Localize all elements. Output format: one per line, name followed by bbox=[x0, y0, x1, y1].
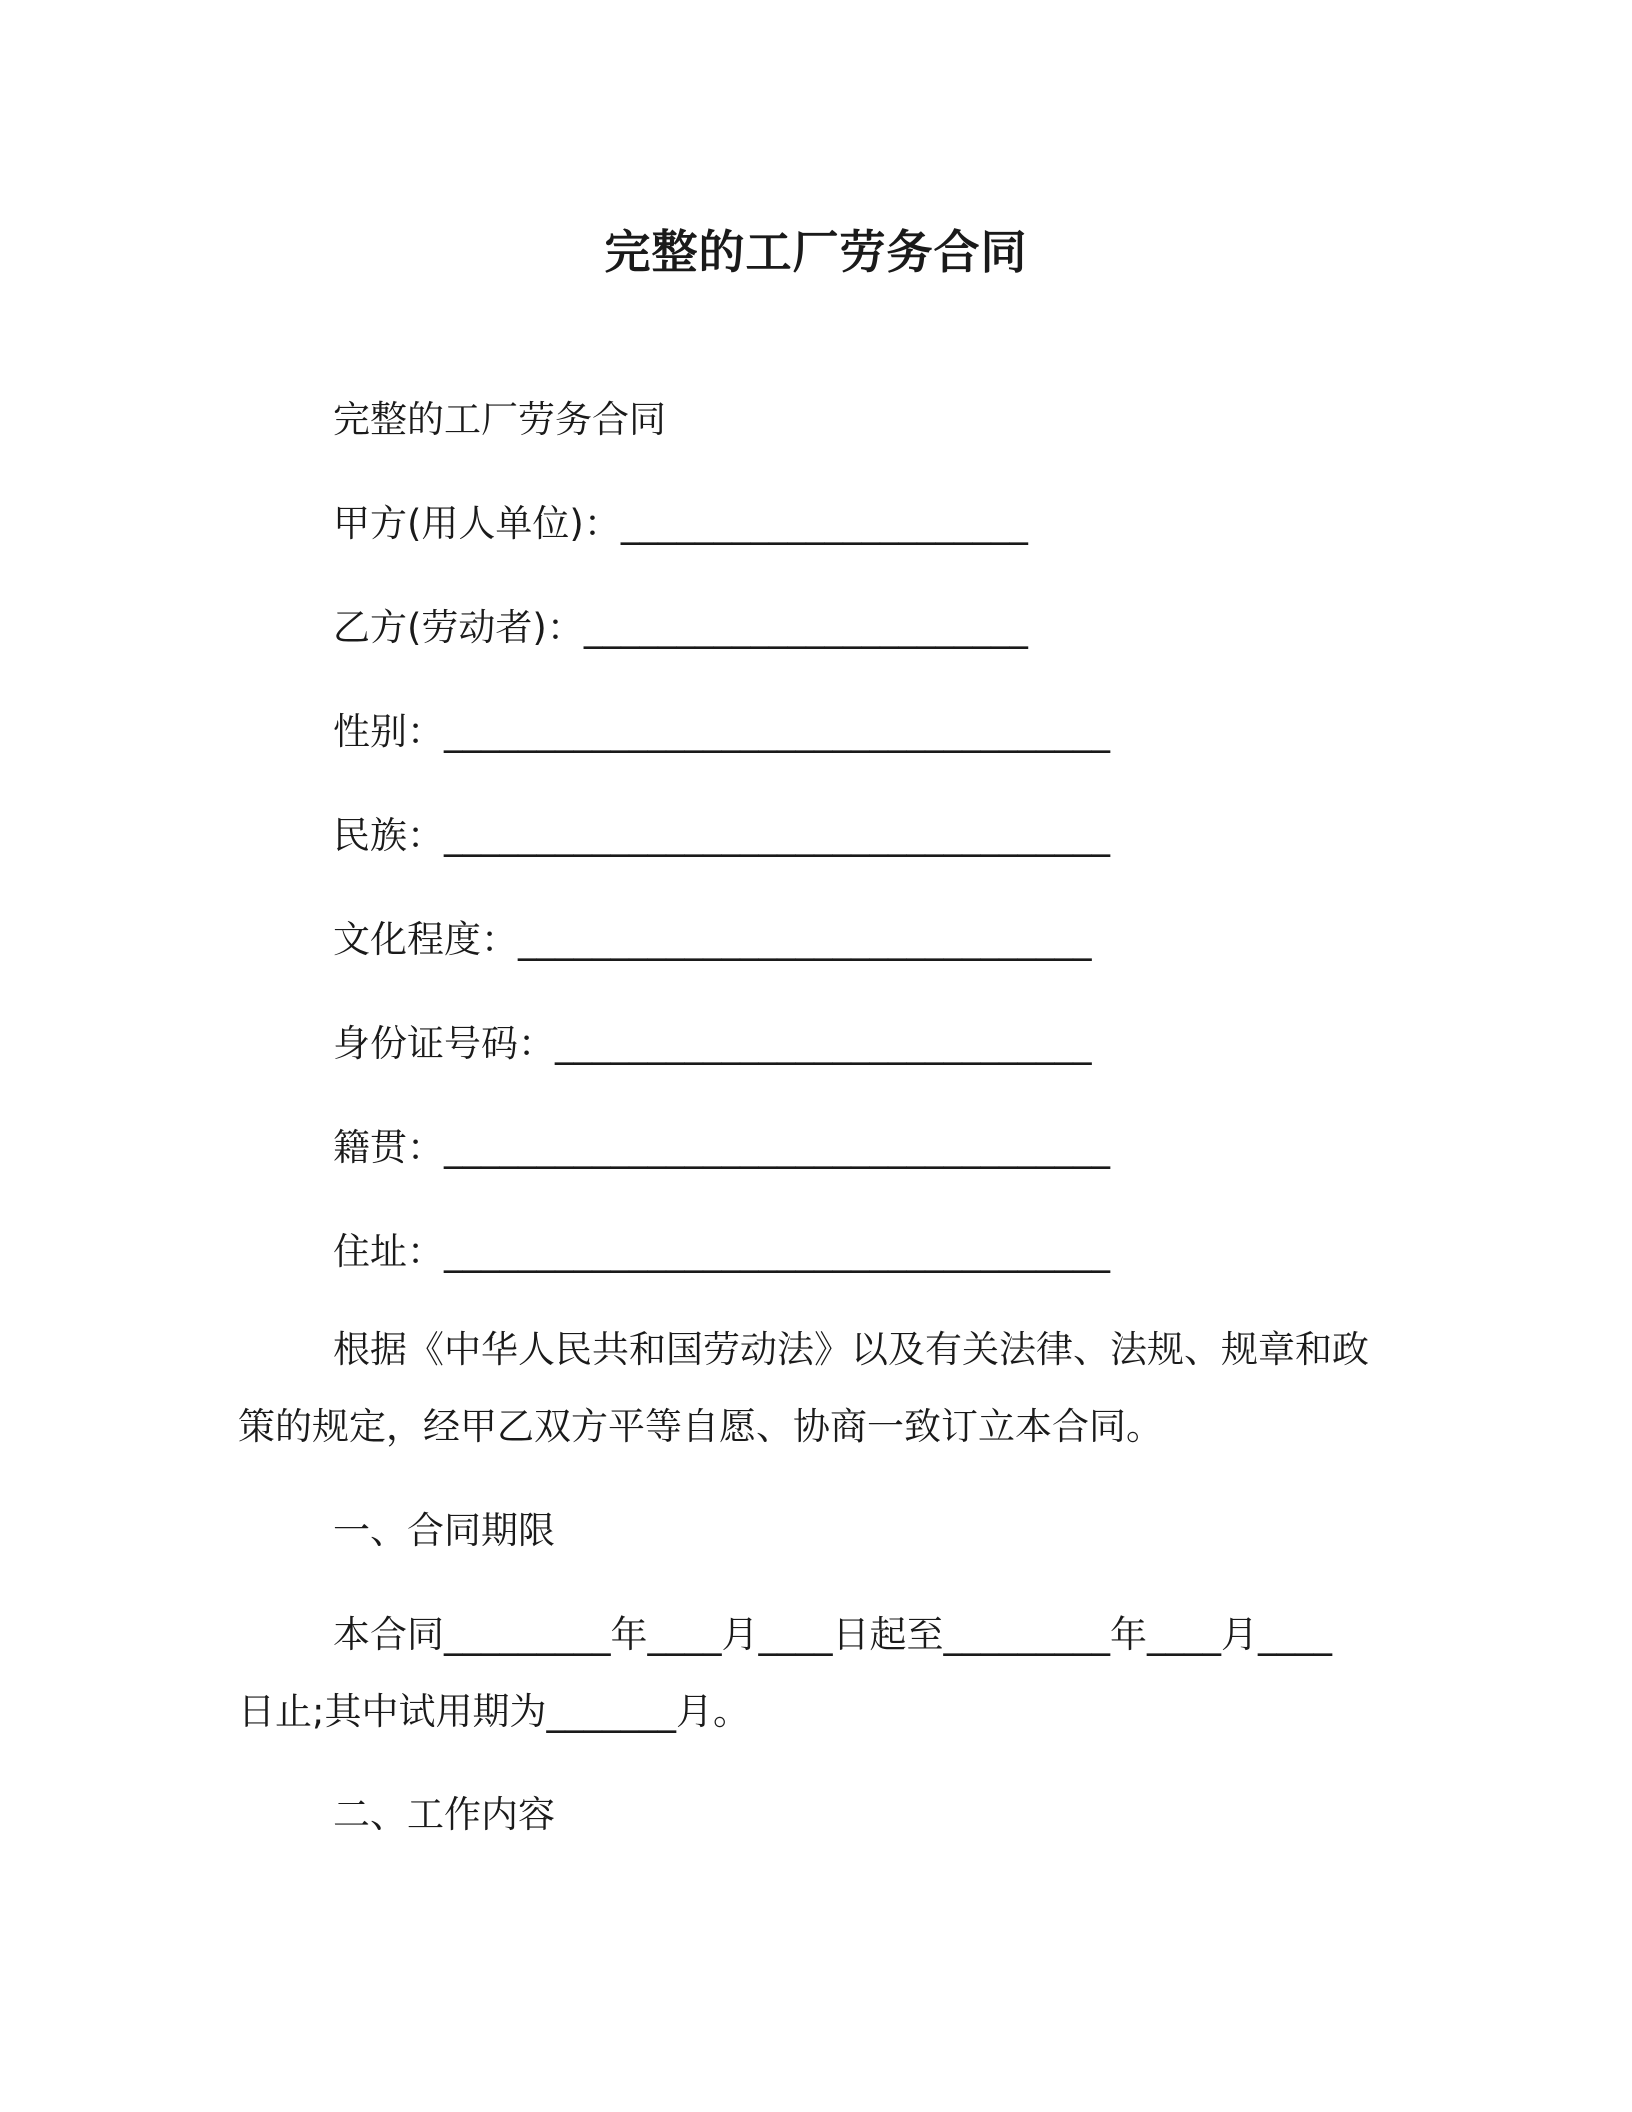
party-b-field: 乙方(劳动者)：________________________ bbox=[333, 606, 1028, 649]
native-place-field: 籍贯：____________________________________ bbox=[333, 1126, 1110, 1169]
term-clause-line-1: 本合同_________年____月____日起至_________年____月____ bbox=[333, 1613, 1332, 1656]
term-clause-line-2: 日止;其中试用期为_______月。 bbox=[238, 1690, 750, 1733]
gender-field: 性别：____________________________________ bbox=[333, 710, 1110, 753]
preamble-line-1: 根据《中华人民共和国劳动法》以及有关法律、法规、规章和政 bbox=[333, 1328, 1369, 1371]
id-number-field: 身份证号码：_____________________________ bbox=[333, 1022, 1092, 1065]
document-title: 完整的工厂劳务合同 bbox=[604, 225, 1028, 279]
section-heading-work: 二、工作内容 bbox=[333, 1793, 555, 1836]
section-heading-term: 一、合同期限 bbox=[333, 1509, 555, 1552]
party-a-field: 甲方(用人单位)：______________________ bbox=[333, 502, 1028, 545]
address-field: 住址：____________________________________ bbox=[333, 1230, 1110, 1273]
preamble-line-2: 策的规定，经甲乙双方平等自愿、协商一致订立本合同。 bbox=[238, 1405, 1163, 1448]
education-field: 文化程度：_______________________________ bbox=[333, 918, 1092, 961]
contract-subtitle: 完整的工厂劳务合同 bbox=[333, 398, 666, 441]
ethnicity-field: 民族：____________________________________ bbox=[333, 814, 1110, 857]
